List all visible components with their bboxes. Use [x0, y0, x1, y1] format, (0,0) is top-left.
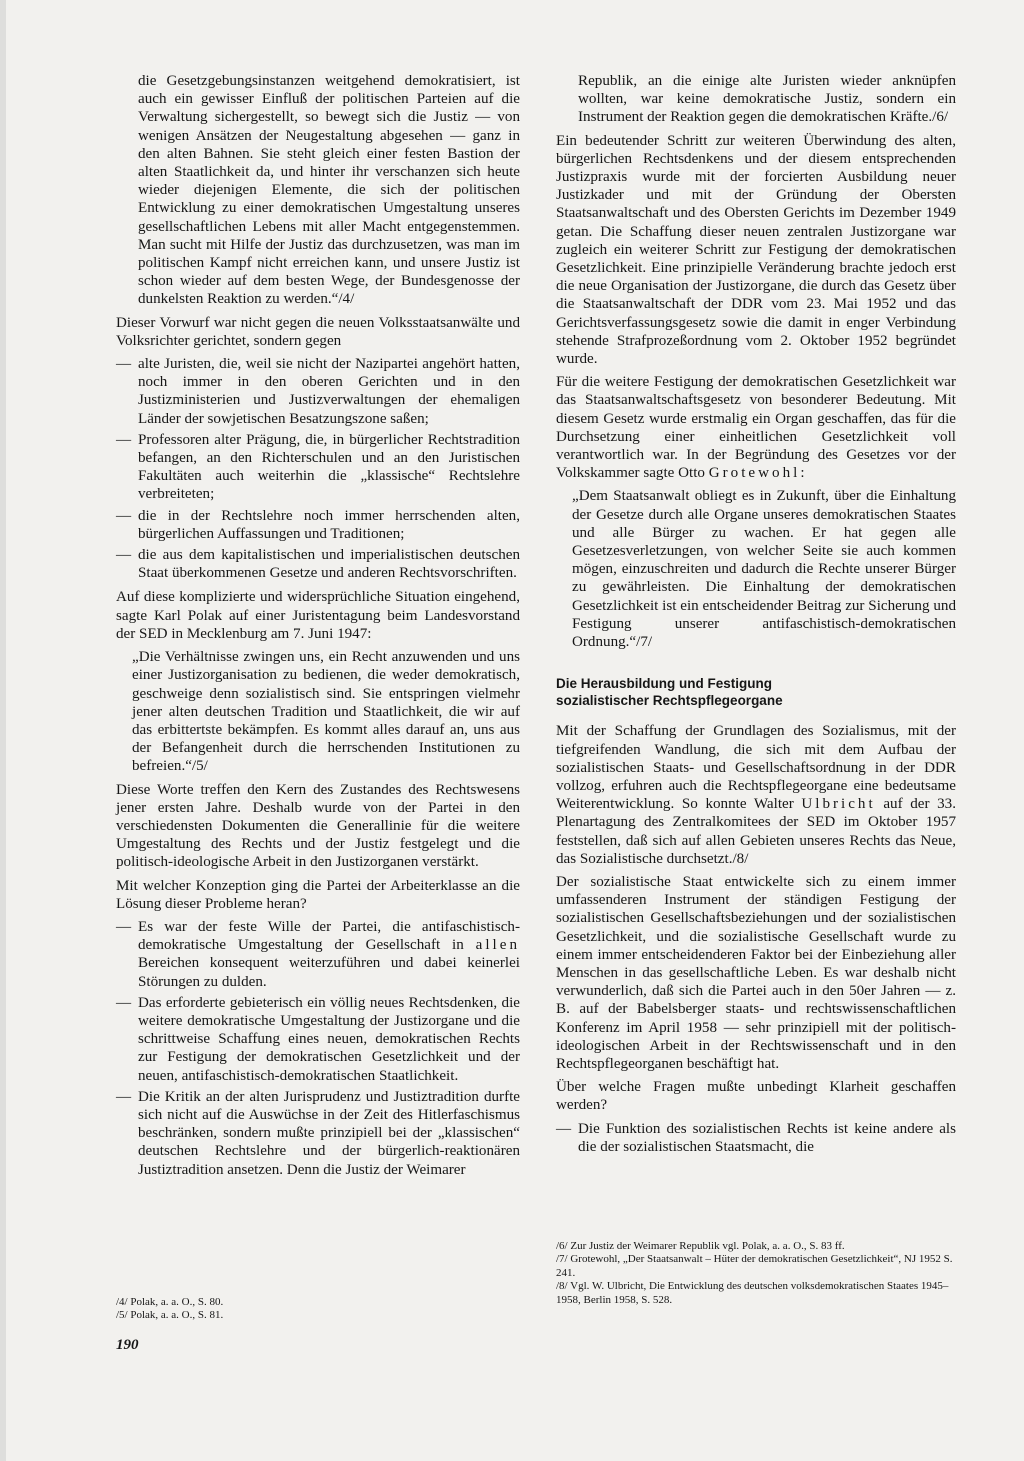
paragraph: Der sozialistische Staat entwickelte sich zu einem immer umfassenderen Instrument der ständigen Festigung der sozialistischen Gesellschaftsbeziehungen und der sozialistischen Gesetzlichkeit, und die sozialistische Gesellschaft wurde zu einem immer entscheidenderen Faktor bei der Einbeziehung aller Menschen in das gesellschaftliche Leben. Es war deshalb nicht verwunderlich, daß sich die Partei auch in den 50er Jahren — z. B. auf der Babelsberger staats- und rechtswissenschaftlichen Konferenz im April 1958 — sehr prinzipiell mit der politisch-ideologischen Arbeit in der Rechtswissenschaft und in den Rechtspflegeorganen beschäftigt hat. [556, 873, 956, 1072]
list-item: — Es war der feste Wille der Partei, die antifaschistisch-demokratische Umgestaltung der Gesellschaft in allen Bereichen konsequent weiterzuführen und dabei keinerlei Störungen zu dulden. [116, 918, 520, 990]
list-continuation: Republik, an die einige alte Juristen wieder anknüpfen wollten, war keine demokratische Justiz, sondern ein Instrument der Reaktion gegen die demokratischen Kräfte./6/ [578, 73, 956, 126]
spaced-emphasis: Ulbricht [801, 796, 876, 813]
quote-continuation: die Gesetzgebungsinstanzen weitgehend demokratisiert, ist auch ein gewisser Einfluß der politischen Parteien auf die Verwaltung sichergestellt, so bewegt sich die Justiz — von wenigen Ansätzen der Neugestaltung abgesehen — ganz in den alten Bahnen. Sie steht gleich einer festen Bastion der alten Staatlichkeit da, und hinter ihr verschanzen sich heute wieder diejenigen Elemente, die sich der politischen Entwicklung zu einer demokratischen Umgestaltung unseres gesellschaftlichen Lebens mit aller Macht entgegenstemmen. Man sucht mit Hilfe der Justiz das durchzusetzen, was man im politischen Kampf nicht erreichen kann, und unsere Justiz ist schon wieder auf dem besten Wege, der Bundesgenosse der dunkelsten Reaktion zu werden.“/4/ [138, 73, 520, 308]
left-column [116, 72, 520, 1182]
footnote: /6/ Zur Justiz der Weimarer Republik vgl. Polak, a. a. O., S. 83 ff. [556, 1240, 845, 1252]
footnotes-right [556, 1240, 956, 1307]
dash-bullet: — [116, 356, 132, 373]
block-quote: „Dem Staatsanwalt obliegt es in Zukunft, über die Einhaltung der Gesetze durch alle Organe unseres demokratischen Staates und alle Bürger zu wachen. Er hat gegen alle Gesetzesverletzungen, von welcher Seite sie auch kommen mögen, einzuschreiten und dadurch die Rechte unserer Bürger zu gewährleisten. Die Einhaltung der demokratischen Gesetzlichkeit ist ein entscheidender Beitrag zur Sicherung und Festigung unserer antifaschistisch-demokratischen Ordnung.“/7/ [572, 488, 956, 651]
scan-edge-left [0, 0, 6, 1461]
dash-bullet: — [116, 1088, 132, 1105]
paragraph: Mit welcher Konzeption ging die Partei der Arbeiterklasse an die Lösung dieser Probleme heran? [116, 877, 520, 912]
list-item: — Die Kritik an der alten Jurisprudenz und Justiztradition durfte sich nicht auf die Auswüchse in der Zeit des Hitlerfaschismus beschränken, sondern mußte prinzipiell bei der „klassischen“ deutschen Rechtslehre und der bürgerlich-reaktionären Justiztradition ansetzen. Denn die Justiz der Weimarer [116, 1088, 520, 1178]
list-item: — Professoren alter Prägung, die, in bürgerlicher Rechtstradition befangen, an den Richterschulen und an den Juristischen Fakultäten auch weiterhin die „klassische“ Rechtslehre verbreiteten; [116, 431, 520, 503]
block-quote: „Die Verhältnisse zwingen uns, ein Recht anzuwenden und uns einer Justizorganisation zu bedienen, die weder demokratisch, geschweige denn sozialistisch sind. Sie entspringen vielmehr jener alten deutschen Tradition und Staatlichkeit, die wir auf das erbittertste bekämpfen. Es kommt alles darauf an, uns aus der Befangenheit durch die herrschenden Institutionen zu befreien.“/5/ [132, 649, 520, 775]
list-item: — die in der Rechtslehre noch immer herrschenden alten, bürgerlichen Auffassungen und Traditionen; [116, 507, 520, 542]
dash-bullet: — [116, 431, 132, 448]
footnotes-left [116, 1296, 520, 1323]
paragraph: Diese Worte treffen den Kern des Zustandes des Rechtswesens jener ersten Jahre. Deshalb wurde von der Partei in den verschiedensten Dokumenten die Generallinie für die weitere Umgestaltung des Rechts und der Justiz festgelegt und die politisch-ideologische Arbeit in den Justizorganen verstärkt. [116, 781, 520, 871]
section-heading: Die Herausbildung und Festigung sozialistischer Rechtspflegeorgane [556, 676, 783, 709]
dash-bullet: — [116, 994, 132, 1011]
dash-bullet: — [116, 918, 132, 935]
list-item: — Die Funktion des sozialistischen Rechts ist keine andere als die der sozialistischen Staatsmacht, die [556, 1120, 956, 1155]
paragraph: Ein bedeutender Schritt zur weiteren Überwindung des alten, bürgerlichen Rechtsdenkens und der diesem entsprechenden Justizpraxis wurde mit der forcierten Ausbildung neuer Justizkader und mit der Gründung der Obersten Staatsanwaltschaft und des Obersten Gerichts im Dezember 1949 getan. Die Schaffung dieser neuen zentralen Justizorgane war zugleich ein weiterer Schritt zur Festigung der demokratischen Gesetzlichkeit. Eine prinzipielle Veränderung brachte jedoch erst die neue Organisation der Justizorgane, die durch das Gesetz über die Staatsanwaltschaft der DDR vom 23. Mai 1952 und das Gerichtsverfassungsgesetz sowie die damit in enger Verbindung stehende Strafprozeßordnung vom 2. Oktober 1952 begründet wurde. [556, 132, 956, 368]
dash-bullet: — [556, 1120, 572, 1137]
list-item: — Das erforderte gebieterisch ein völlig neues Rechtsdenken, die weitere demokratische Umgestaltung der Justizorgane und die schrittweise Schaffung eines neuen, demokratischen Rechts zur Festigung der demokratischen Gesetzlichkeit und der neuen, antifaschistisch-demokratischen Staatlichkeit. [116, 994, 520, 1084]
list-item: — alte Juristen, die, weil sie nicht der Nazipartei angehört hatten, noch immer in den oberen Gerichten und in den Justizministerien und Justizverwaltungen der ehemaligen Länder der sowjetischen Besatzungszone saßen; [116, 356, 520, 427]
spaced-emphasis: allen [475, 937, 520, 954]
footnote: /5/ Polak, a. a. O., S. 81. [116, 1309, 224, 1322]
footnote: /7/ Grotewohl, „Der Staatsanwalt – Hüter der demokratischen Gesetzlichkeit“, NJ 1952 S. 241. [556, 1253, 953, 1279]
paragraph: Auf diese komplizierte und widersprüchliche Situation eingehend, sagte Karl Polak auf einer Juristentagung beim Landesvorstand der SED in Mecklenburg am 7. Juni 1947: [116, 589, 520, 642]
dash-bullet: — [116, 507, 132, 524]
page-number: 190 [116, 1337, 139, 1353]
paragraph: Mit der Schaffung der Grundlagen des Sozialismus, mit der tiefgreifenden Wandlung, die sich mit dem Aufbau der sozialistischen Staats- und Gesellschaftsordnung in der DDR vollzog, erfuhren auch die Rechtspflegeorgane eine bedeutsame Weiterentwicklung. So konnte Walter Ulbricht auf der 33. Plenartagung des Zentralkomitees der SED im Oktober 1957 feststellen, daß sich auf allen Gebieten unseres Rechts das Neue, das Sozialistische durchsetzt./8/ [556, 723, 956, 867]
paragraph: Für die weitere Festigung der demokratischen Gesetzlichkeit war das Staatsanwaltschaftsgesetz von besonderer Bedeutung. Mit diesem Gesetz wurde erstmalig ein Organ geschaffen, das für die Durchsetzung einer einheitlichen Gesetzlichkeit voll verantwortlich war. In der Begründung des Gesetzes vor der Volkskammer sagte Otto Grotewohl: [556, 374, 956, 482]
spaced-emphasis: Grotewohl [708, 465, 801, 482]
right-column [556, 72, 956, 1159]
paragraph: Dieser Vorwurf war nicht gegen die neuen Volksstaatsanwälte und Volksrichter gerichtet, sondern gegen [116, 314, 520, 349]
list-item: — die aus dem kapitalistischen und imperialistischen deutschen Staat überkommenen Gesetze und anderen Rechtsvorschriften. [116, 547, 520, 582]
dash-bullet: — [116, 547, 132, 564]
paragraph: Über welche Fragen mußte unbedingt Klarheit geschaffen werden? [556, 1079, 956, 1114]
footnote: /8/ Vgl. W. Ulbricht, Die Entwicklung des deutschen volksdemokratischen Staates 1945–1958, Berlin 1958, S. 528. [556, 1280, 949, 1306]
footnote: /4/ Polak, a. a. O., S. 80. [116, 1296, 224, 1308]
